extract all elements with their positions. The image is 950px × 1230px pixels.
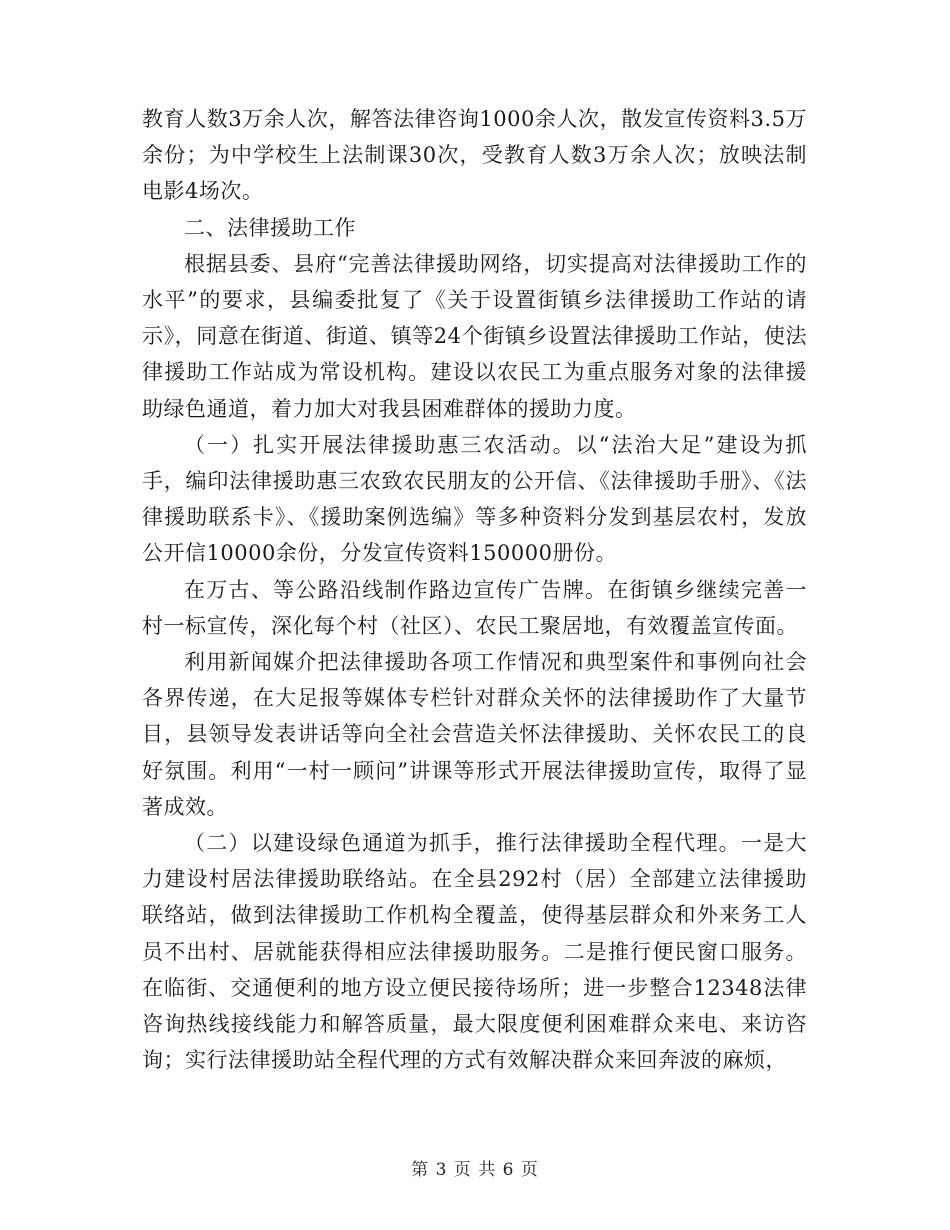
page-number-footer: 第 3 页 共 6 页 [411, 1160, 539, 1180]
paragraph-continuation: 教育人数3万余人次，解答法律咨询1000余人次，散发宣传资料3.5万余份；为中学校生上法制课30次，受教育人数3万余人次；放映法制电影4场次。 [142, 107, 807, 204]
paragraph: 根据县委、县府“完善法律援助网络，切实提高对法律援助工作的水平”的要求，县编委批复了《关于设置街镇乡法律援助工作站的请示》，同意在街道、街道、镇等24个街镇乡设置法律援助工作站，使法律援助工作站成为常设机构。建设以农民工为重点服务对象的法律援助绿色通道，着力加大对我县困难群体的援助力度。 [142, 251, 807, 421]
paragraph: 利用新闻媒介把法律援助各项工作情况和典型案件和事例向社会各界传递，在大足报等媒体专栏针对群众关怀的法律援助作了大量节目，县领导发表讲话等向全社会营造关怀法律援助、关怀农民工的良好氛围。利用“一村一顾问”讲课等形式开展法律援助宣传，取得了显著成效。 [142, 650, 807, 819]
paragraph: 在万古、等公路沿线制作路边宣传广告牌。在街镇乡继续完善一村一标宣传，深化每个村（社区）、农民工聚居地，有效覆盖宣传面。 [142, 577, 807, 638]
section-heading: 二、法律援助工作 [184, 215, 356, 240]
document-body [142, 101, 807, 1078]
paragraph: （二）以建设绿色通道为抓手，推行法律援助全程代理。一是大力建设村居法律援助联络站。在全县292村（居）全部建立法律援助联络站，做到法律援助工作机构全覆盖，使得基层群众和外来务工人员不出村、居就能获得相应法律援助服务。二是推行便民窗口服务。在临街、交通便利的地方设立便民接待场所；进一步整合12348法律咨询热线接线能力和解答质量，最大限度便利困难群众来电、来访咨询；实行法律援助站全程代理的方式有效解决群众来回奔波的麻烦， [142, 831, 807, 1073]
paragraph: （一）扎实开展法律援助惠三农活动。以“法治大足”建设为抓手，编印法律援助惠三农致农民朋友的公开信、《法律援助手册》、《法律援助联系卡》、《援助案例选编》等多种资料分发到基层农村，发放公开信10000余份，分发宣传资料150000册份。 [142, 432, 807, 566]
